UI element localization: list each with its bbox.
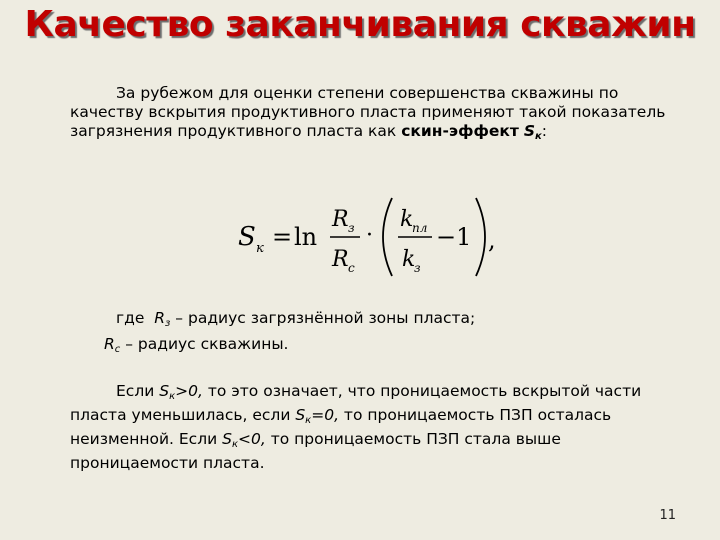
intro-end: :	[541, 122, 548, 140]
frac2-den: k	[402, 247, 416, 272]
intro-paragraph	[70, 84, 670, 146]
formula-ln: ln	[294, 223, 318, 251]
skin-symbol: S	[523, 122, 535, 140]
skin-effect-term: скин-эффект	[401, 122, 519, 140]
minus-one: −1	[436, 223, 472, 251]
definition-rz: где $R_з$ – радиус загрязнённой зоны пласта;	[116, 309, 476, 329]
frac1-num: R	[332, 207, 349, 232]
frac2-num-sub: пл	[412, 221, 428, 235]
frac2-den-sub: з	[414, 261, 421, 275]
left-paren	[383, 198, 392, 276]
frac1-den: R	[332, 247, 349, 272]
skin-formula	[236, 192, 506, 282]
formula-lhs-sub: к	[256, 241, 264, 256]
formula-dot: ·	[366, 223, 373, 248]
formula-eq: =	[272, 223, 293, 251]
skin-symbol-sub: к	[535, 131, 542, 142]
intro-text: За рубежом для оценки степени совершенства скважины по качеству вскрытия продуктивного пласта применяют такой показатель загрязнения продуктивного пласта как	[70, 84, 666, 140]
definition-rc: $R_с$ – радиус скважины.	[104, 335, 289, 355]
frac2-num: k	[400, 207, 414, 232]
page-number: 11	[659, 508, 676, 523]
frac1-den-sub: с	[348, 261, 355, 275]
right-paren	[476, 198, 485, 276]
slide-title: Качество заканчивания скважин	[24, 4, 696, 45]
formula-comma: ,	[488, 226, 496, 254]
formula-lhs: S	[238, 222, 256, 252]
frac1-num-sub: з	[348, 221, 355, 235]
cases-paragraph: Если $S_к>0$, то это означает, что проницаемость вскрытой части пласта уменьшилась, если $S_к=0$, то проницаемость ПЗП осталась неизменной. Если $S_к<0$, то проницаемость ПЗП стала выше проницаемости пласта.	[70, 382, 642, 472]
